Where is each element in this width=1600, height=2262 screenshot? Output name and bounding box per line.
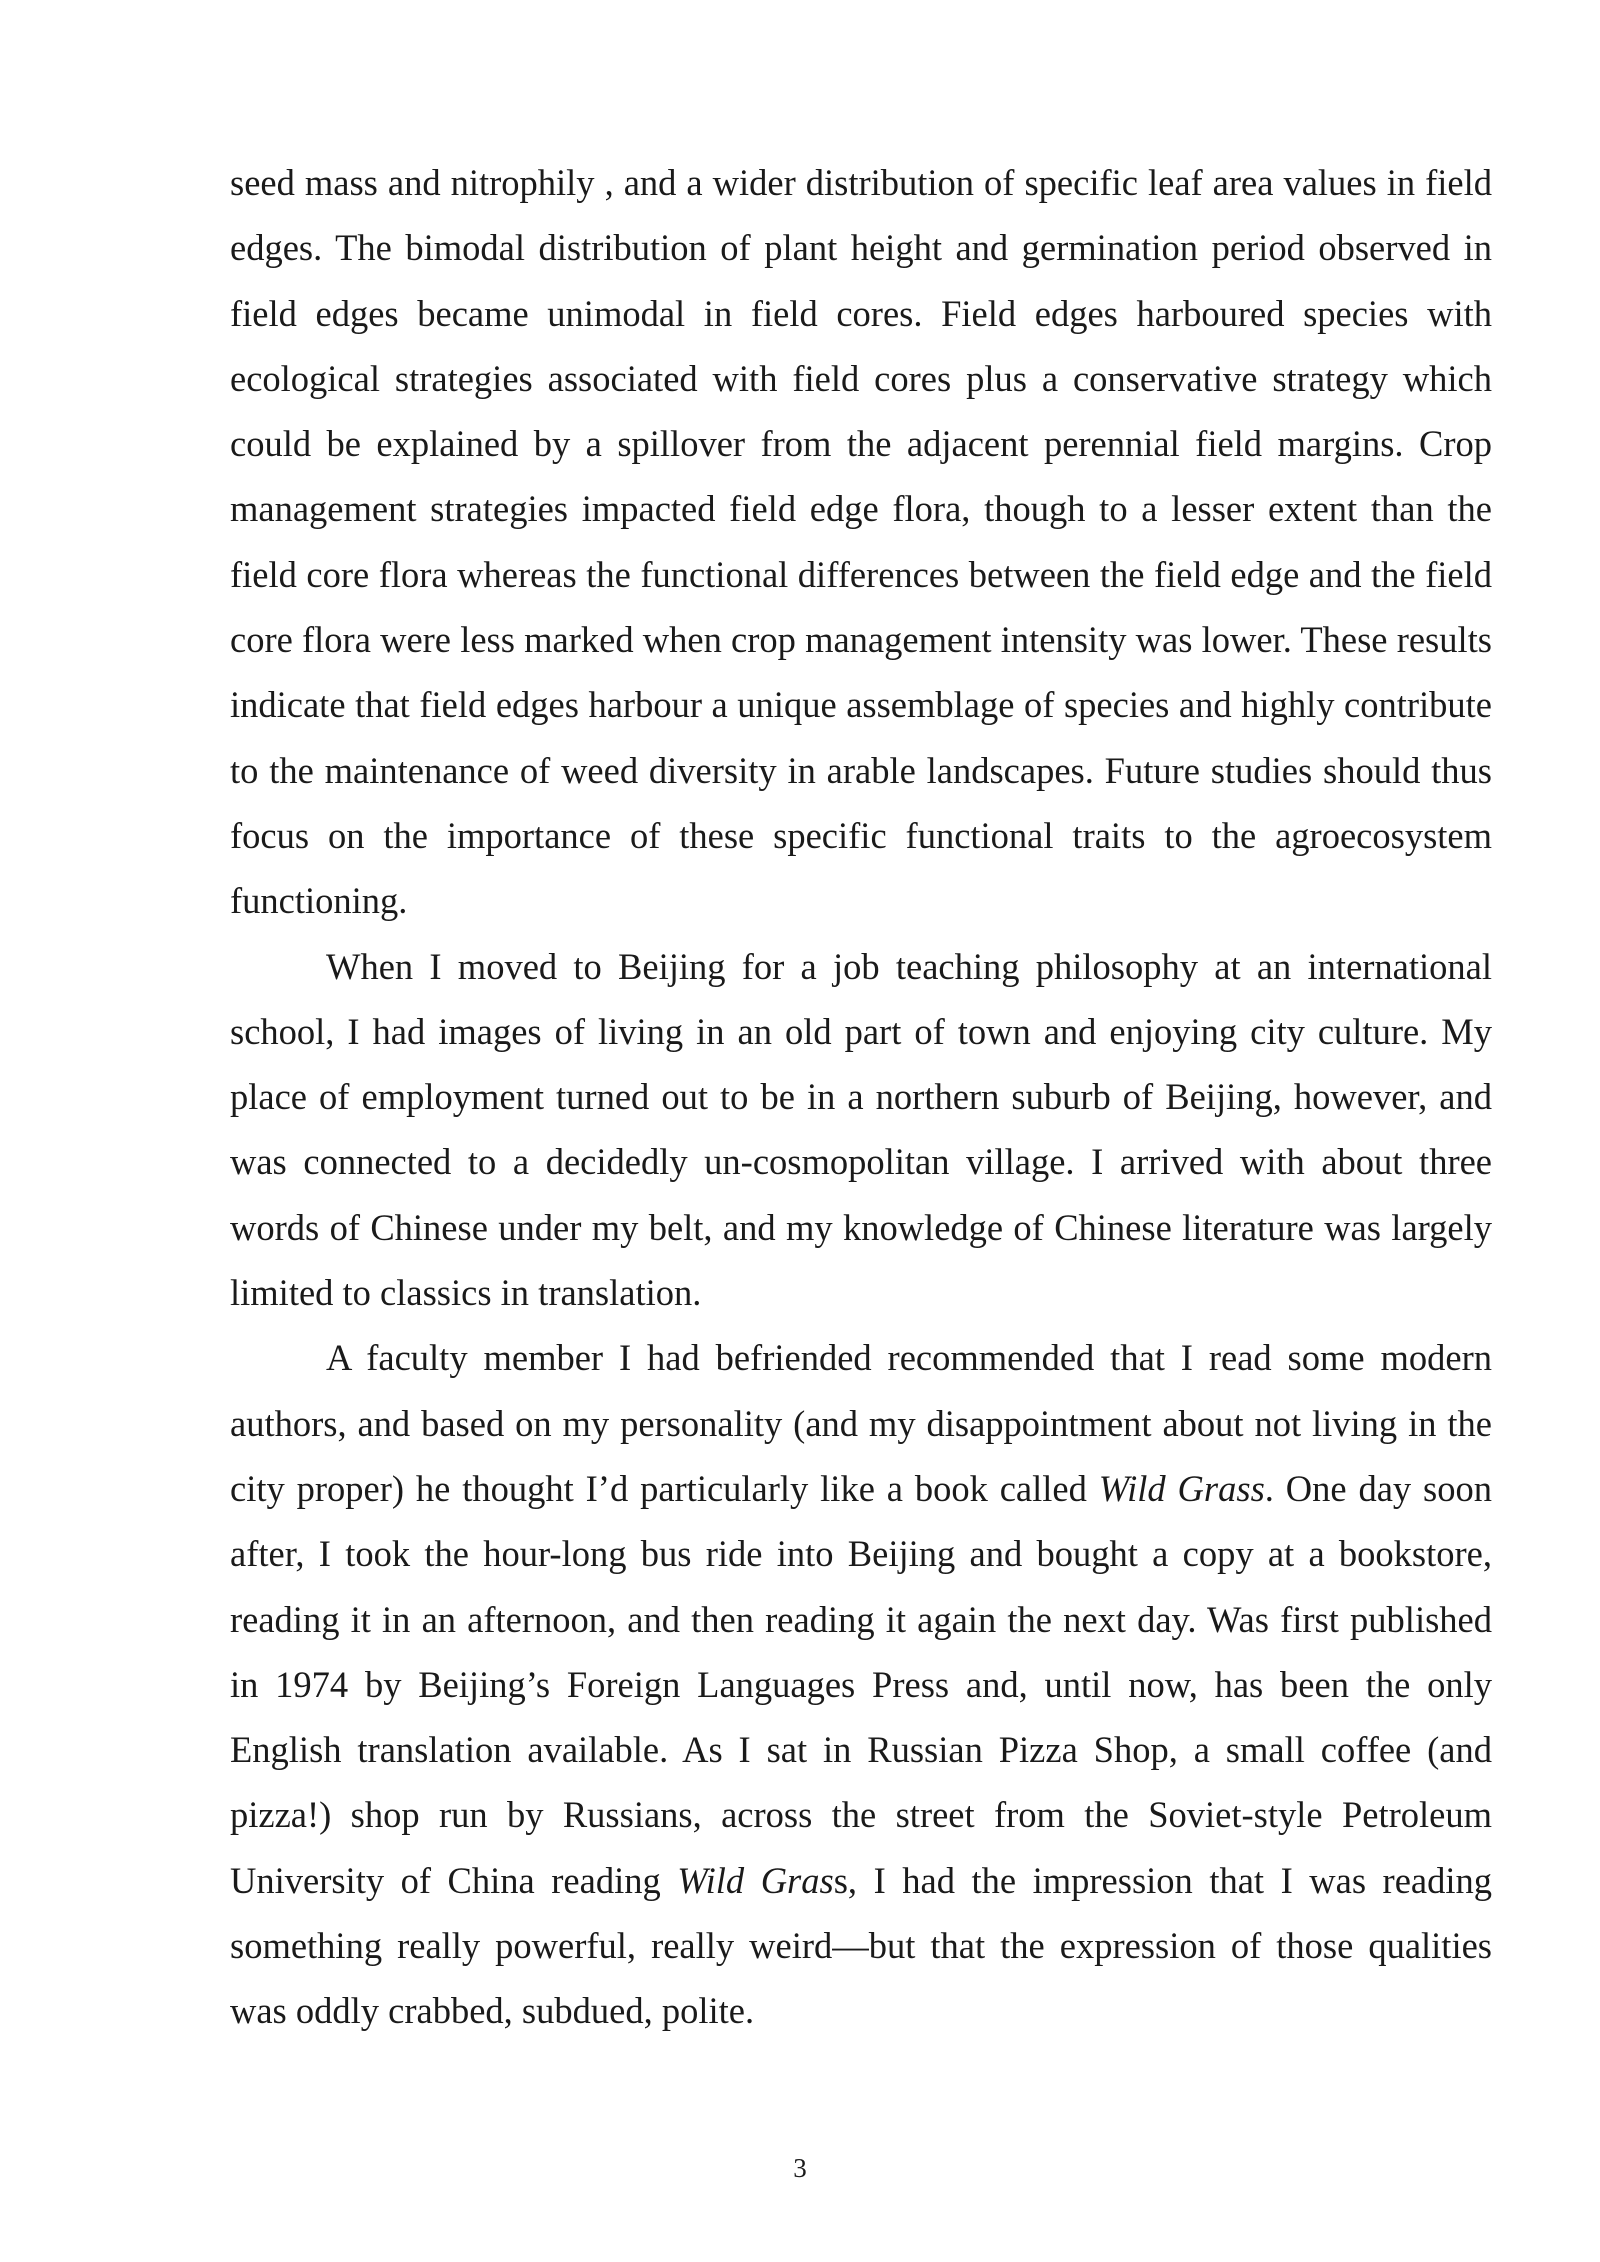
book-title-italic: Wild Grass xyxy=(1098,1467,1265,1509)
document-page xyxy=(230,150,1492,2044)
paragraph-1-text: seed mass and nitrophily , and a wider distribution of specific leaf area values in field edges. The bimodal distribution of plant height and germination period observed in field edges became unimodal in field cores. Field edges harboured species with ecological strategies associated with field cores plus a conservative strategy which could be explained by a spillover from the adjacent perennial field margins. Crop management strategies impacted field edge flora, though to a lesser extent than the field core flora whereas the functional differences between the field edge and the field core flora were less marked when crop management intensity was lower. These results indicate that field edges harbour a unique assemblage of species and highly contribute to the maintenance of weed diversity in arable landscapes. Future studies should thus focus on the importance of these specific functional traits to the agroecosystem functioning. xyxy=(230,162,1492,922)
paragraph-3 xyxy=(230,1325,1492,2043)
paragraph-3-text-c: s, I had the impression that I was reading something really powerful, really weird—but that the expression of those qualities was oddly crabbed, subdued, polite. xyxy=(230,1859,1492,2032)
paragraph-2-text: When I moved to Beijing for a job teaching philosophy at an international school, I had images of living in an old part of town and enjoying city culture. My place of employment turned out to be in a northern suburb of Beijing, however, and was connected to a decidedly un-cosmopolitan village. I arrived with about three words of Chinese under my belt, and my knowledge of Chinese literature was largely limited to classics in translation. xyxy=(230,945,1492,1314)
paragraph-3-text-a: A faculty member I had befriended recommended that I read some modern authors, and based on my personality (and my disappointment about not living in the city proper) he thought I’d particularly like a book called xyxy=(230,1337,1492,1509)
paragraph-1 xyxy=(230,150,1492,934)
book-title-italic-partial: Wild Gras xyxy=(677,1859,834,1901)
paragraph-2 xyxy=(230,934,1492,1326)
paragraph-3-text-b: . One day soon after, I took the hour-long bus ride into Beijing and bought a copy at a bookstore, reading it in an afternoon, and then reading it again the next day. Was first published in 1974 by Beijing’s Foreign Languages Press and, until now, has been the only English translation available. As I sat in Russian Pizza Shop, a small coffee (and pizza!) shop run by Russians, across the street from the Soviet-style Petroleum University of China reading xyxy=(230,1467,1492,1901)
page-number: 3 xyxy=(793,2153,807,2183)
